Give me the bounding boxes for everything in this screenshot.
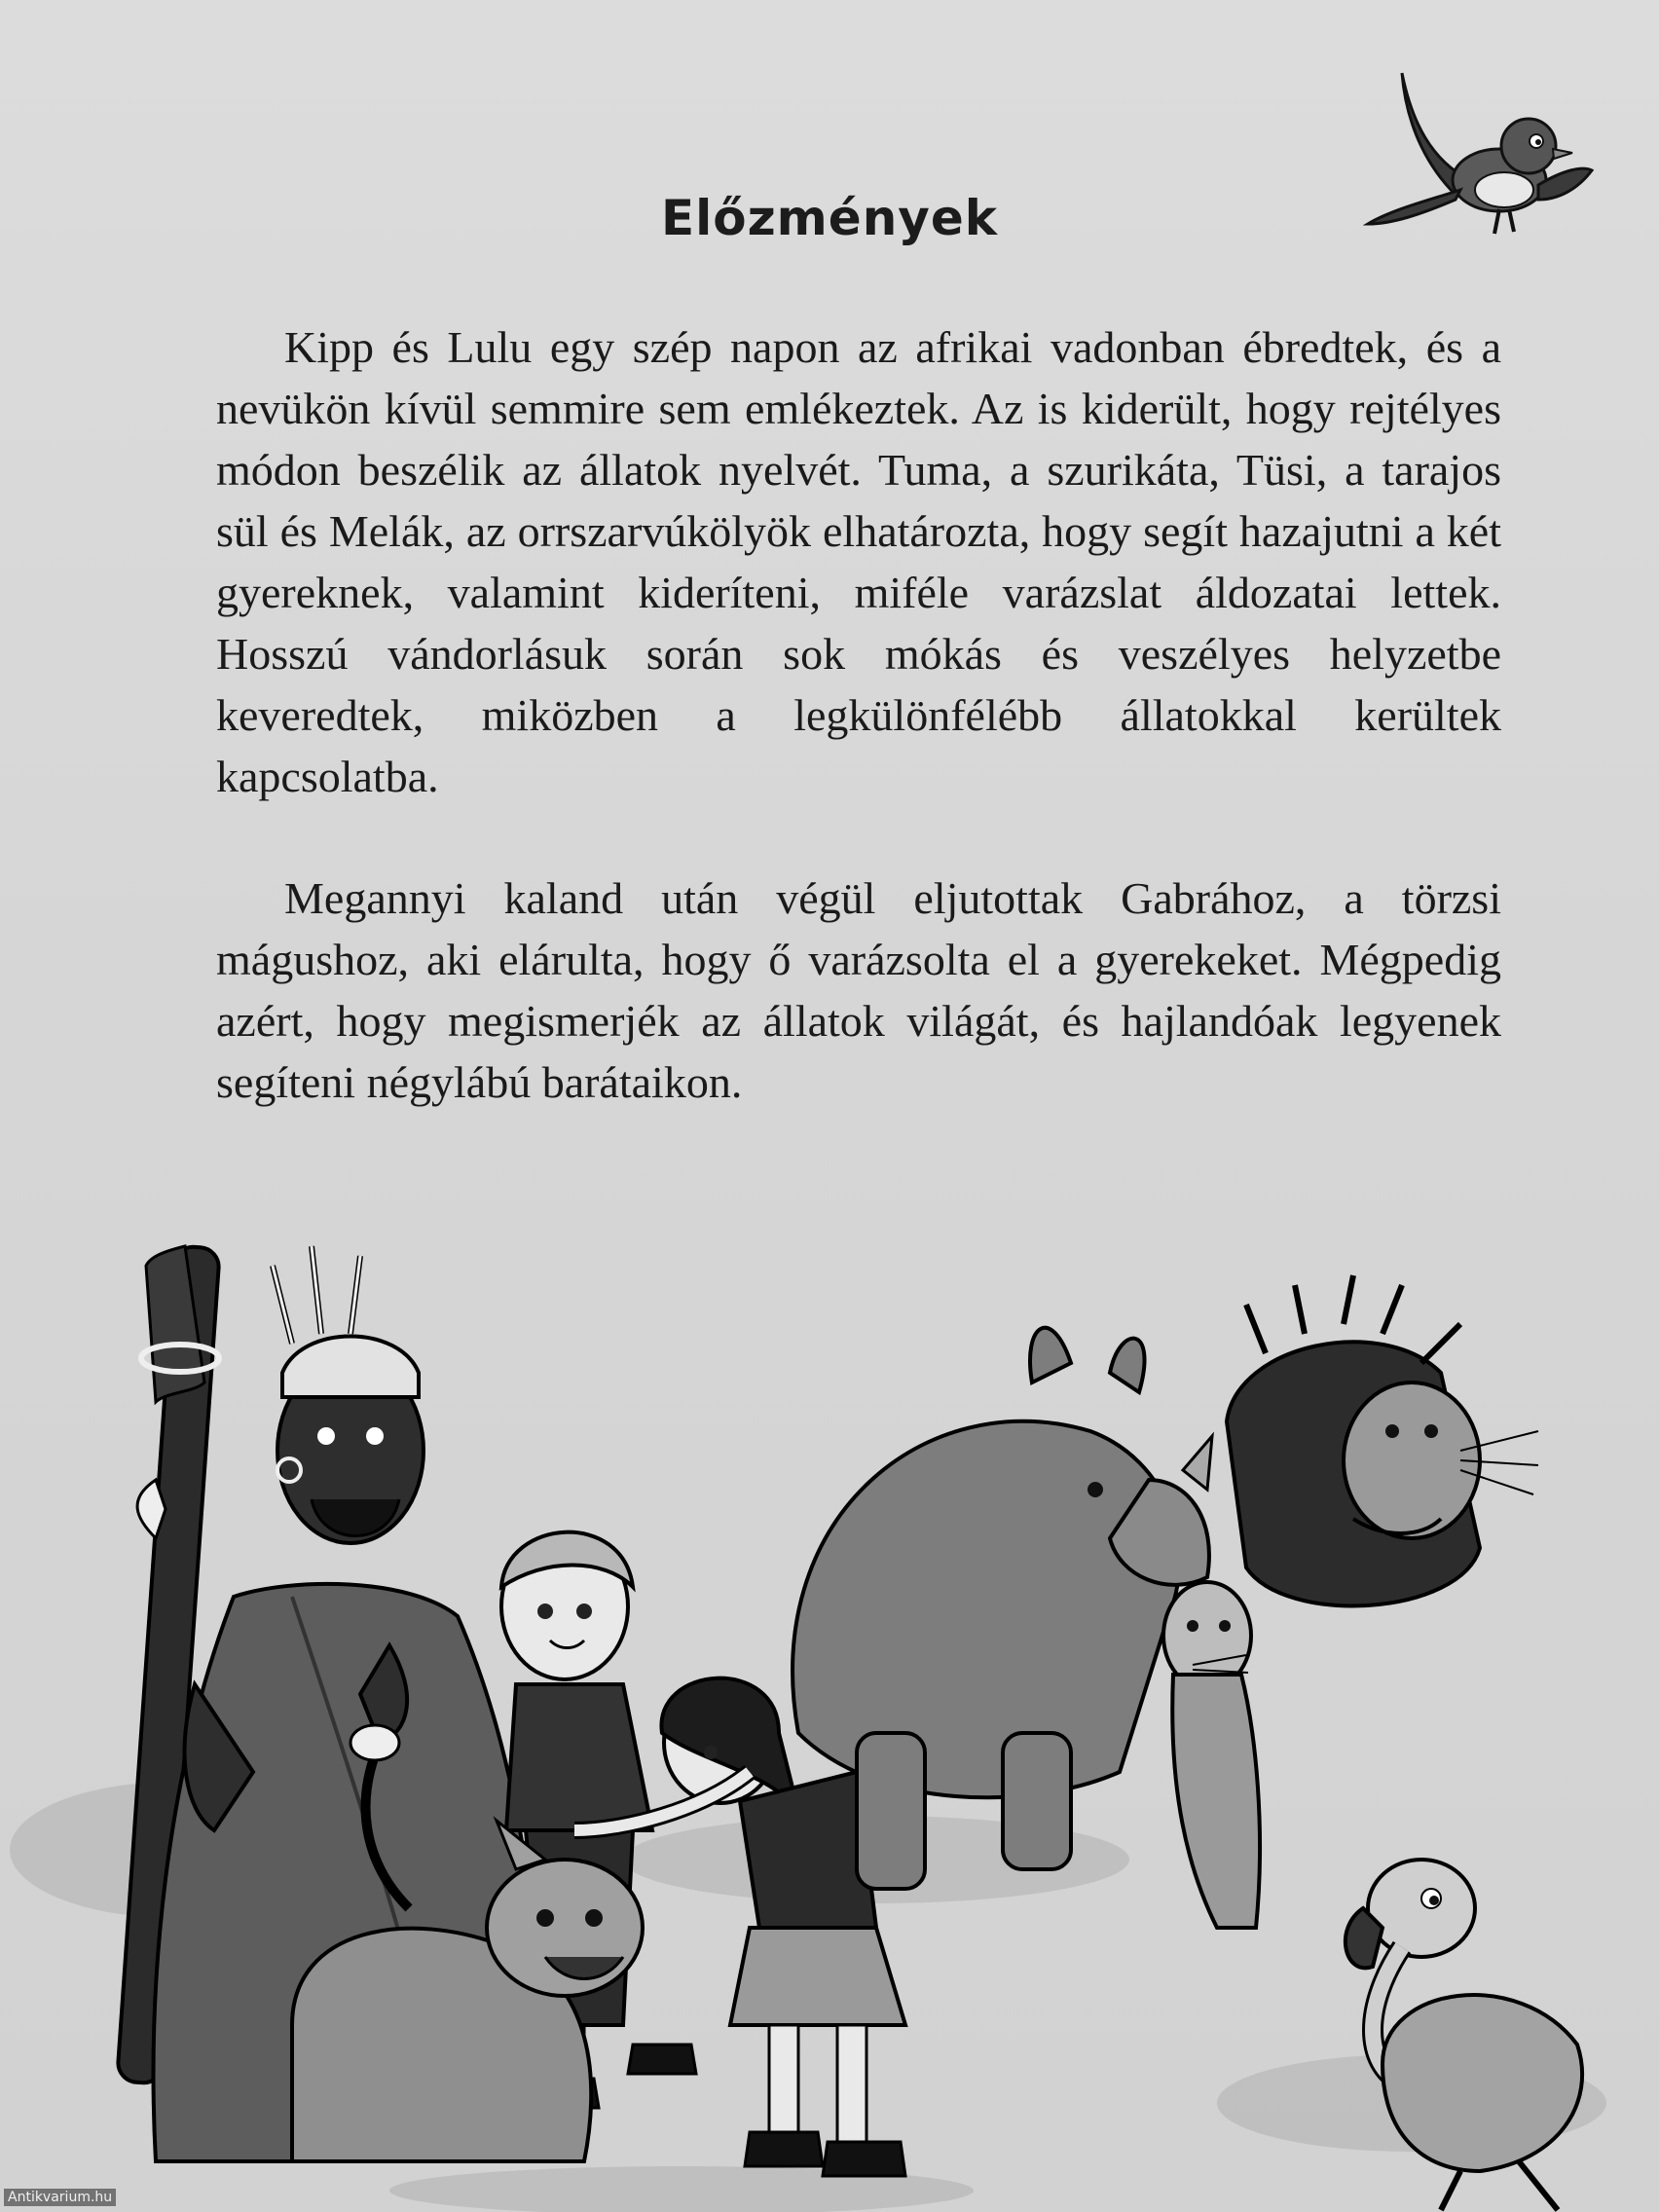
characters-illustration — [0, 1227, 1659, 2212]
flamingo-character — [1346, 1860, 1582, 2210]
watermark: Antikvarium.hu — [4, 2189, 116, 2206]
story-text — [216, 316, 1501, 1173]
meerkat-character — [1163, 1582, 1260, 1928]
paragraph-1: Kipp és Lulu egy szép napon az afrikai vadonban ébredtek, és a nevükön kívül semmire sem emlékeztek. Az is kiderült, hogy rejtélyes módon beszélik az állatok nyelvét. Tuma, a szurikáta, Tüsi, a tarajos sül és Melák, az orrszarvúkölyök elhatározta, hogy segít hazajutni a két gyereknek, valamint kideríteni, miféle varázslat áldozatai lettek. Hosszú vándorlásuk során sok mókás és veszélyes helyzetbe keveredtek, miközben a legkülönfélébb állatokkal kerültek kapcsolatba. — [216, 322, 1501, 801]
page-title: Előzmények — [660, 190, 999, 246]
rhino-calf-character — [793, 1328, 1212, 1889]
paragraph-2: Megannyi kaland után végül eljutottak Gabrához, a törzsi mágushoz, aki elárulta, hogy ő varázsolta el a gyerekeket. Mégpedig azért, hogy megismerjék az állatok világát, és hajlandóak legyenek segíteni négylábú barátaikon. — [216, 873, 1501, 1107]
porcupine-character — [1227, 1275, 1538, 1605]
